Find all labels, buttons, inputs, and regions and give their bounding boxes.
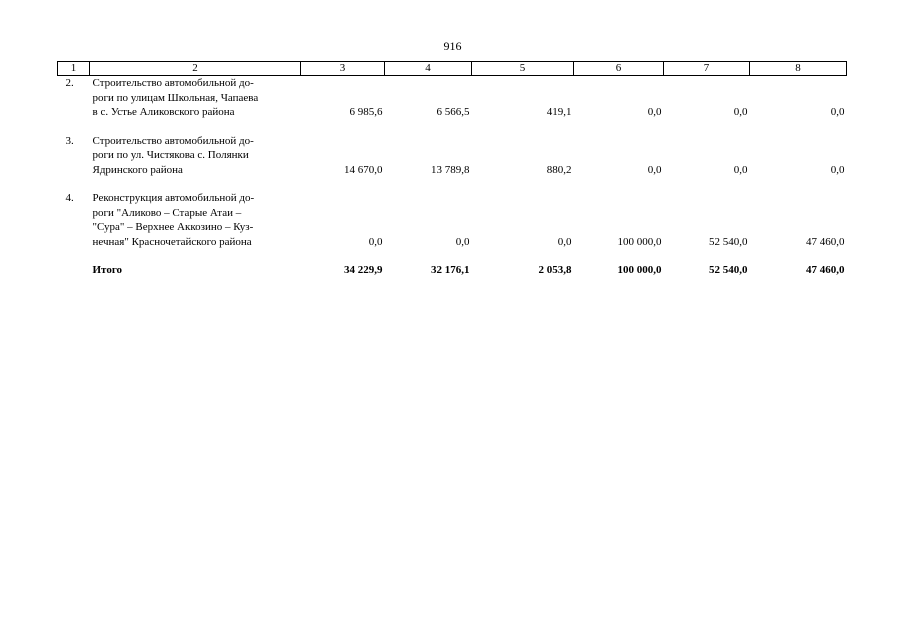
column-header-6: 6	[574, 62, 664, 76]
total-value-cell: 34 229,9	[344, 264, 383, 276]
project-name-line: "Сура" – Верхнее Аккозино – Куз-	[92, 221, 254, 233]
value-cell: 880,2	[546, 163, 572, 176]
value-cell: 47 460,0	[806, 235, 845, 248]
project-name	[90, 134, 301, 178]
value-cell: 0,0	[455, 235, 470, 248]
column-header-1: 1	[58, 62, 90, 76]
total-value-cell: 52 540,0	[709, 264, 748, 276]
project-name-line: Ядринского района	[92, 163, 183, 176]
row-spacer	[58, 249, 847, 263]
row-spacer	[58, 120, 847, 134]
column-header-2: 2	[90, 62, 301, 76]
row-number: 4.	[65, 192, 74, 204]
value-cell: 0,0	[557, 235, 572, 248]
row-number: 2.	[65, 77, 74, 89]
row-spacer	[58, 177, 847, 191]
value-cell: 0,0	[733, 106, 748, 118]
total-value-cell: 100 000,0	[617, 264, 662, 276]
page-number: 916	[443, 39, 462, 53]
budget-table	[57, 61, 847, 278]
column-header-8: 8	[750, 62, 847, 76]
value-cell: 0,0	[830, 106, 845, 118]
project-name-line: Реконструкция автомобильной до-	[92, 192, 255, 204]
project-name-line: нечная" Красночетайского района	[92, 235, 252, 248]
table-row	[58, 76, 847, 120]
project-name	[90, 76, 301, 120]
column-number-header-row	[58, 62, 847, 76]
value-cell: 419,1	[546, 106, 572, 118]
total-value-cell: 47 460,0	[806, 264, 845, 276]
value-cell: 52 540,0	[709, 235, 748, 248]
project-name-line: в с. Устье Аликовского района	[92, 106, 235, 118]
column-header-7: 7	[664, 62, 750, 76]
project-name-line: роги по улицам Школьная, Чапаева	[92, 91, 259, 104]
value-cell: 6 985,6	[349, 106, 383, 118]
total-value-cell: 2 053,8	[538, 264, 572, 276]
value-cell: 0,0	[733, 163, 748, 176]
project-name-line: Строительство автомобильной до-	[92, 134, 254, 147]
table-row	[58, 191, 847, 249]
column-header-3: 3	[301, 62, 385, 76]
table-row	[58, 134, 847, 178]
value-cell: 0,0	[368, 235, 383, 248]
value-cell: 100 000,0	[617, 235, 662, 248]
total-value-cell: 32 176,1	[431, 264, 470, 276]
project-name-line: роги по ул. Чистякова с. Полянки	[92, 149, 249, 161]
value-cell: 0,0	[647, 106, 662, 118]
value-cell: 13 789,8	[431, 163, 470, 176]
column-header-4: 4	[385, 62, 472, 76]
column-header-5: 5	[472, 62, 574, 76]
value-cell: 0,0	[830, 163, 845, 176]
value-cell: 6 566,5	[436, 106, 470, 118]
project-name	[90, 191, 301, 249]
total-row	[58, 263, 847, 278]
value-cell: 14 670,0	[344, 163, 383, 176]
project-name-line: роги "Аликово – Старые Атаи –	[92, 206, 242, 219]
total-label: Итого	[92, 264, 123, 276]
value-cell: 0,0	[647, 163, 662, 176]
row-number: 3.	[65, 134, 74, 147]
project-name-line: Строительство автомобильной до-	[92, 77, 254, 89]
